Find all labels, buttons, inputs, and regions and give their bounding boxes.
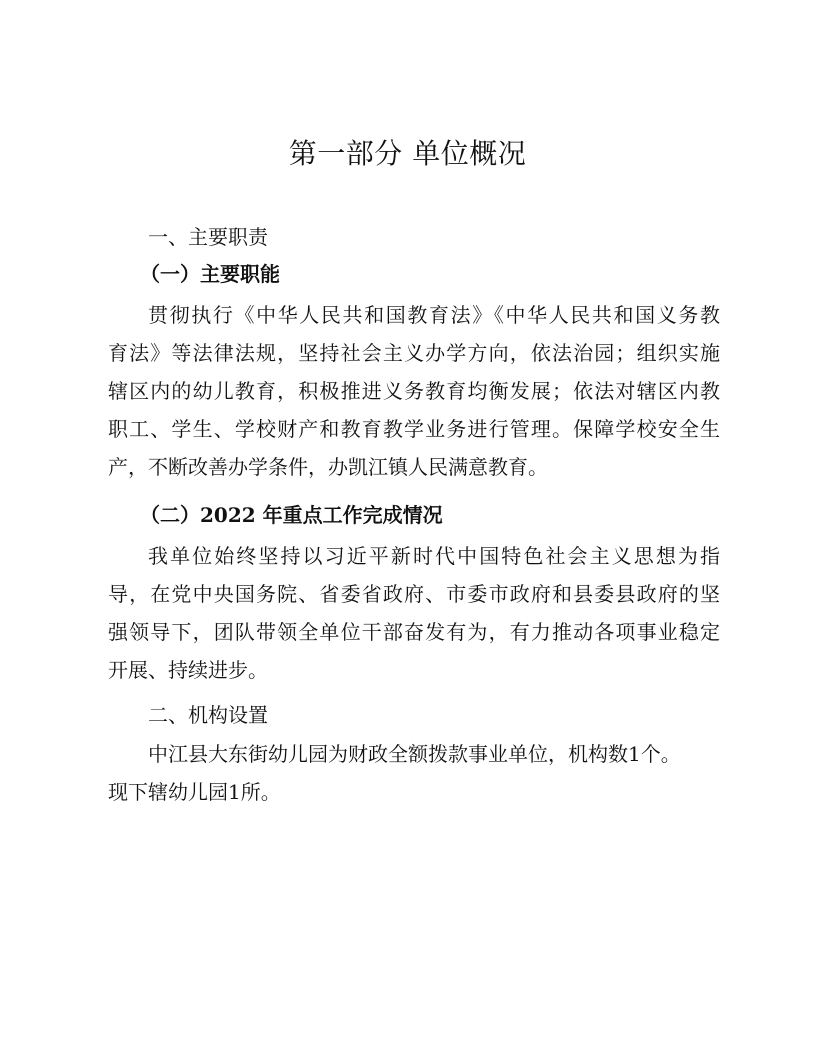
subsection-heading-2022-work: （二）2022 年重点工作完成情况 xyxy=(140,503,443,527)
paragraph-line: 现下辖幼儿园1所。 xyxy=(108,780,281,804)
paragraph-line: 贯彻执行《中华人民共和国教育法》《中华人民共和国义务教 xyxy=(148,303,720,327)
paragraph-line: 职工、学生、学校财产和教育教学业务进行管理。保障学校安全生 xyxy=(108,417,720,441)
paragraph-line: 强领导下，团队带领全单位干部奋发有为，有力推动各项事业稳定 xyxy=(108,620,720,644)
paragraph-line: 导，在党中央国务院、省委省政府、市委市政府和县委县政府的坚 xyxy=(108,582,720,606)
paragraph-2022-work xyxy=(108,537,720,689)
paragraph-line: 育法》等法律法规，坚持社会主义办学方向，依法治园；组织实施 xyxy=(108,341,720,365)
paragraph-line: 开展、持续进步。 xyxy=(108,658,268,682)
page-title: 第一部分 单位概况 xyxy=(288,137,527,170)
paragraph-line: 中江县大东街幼儿园为财政全额拨款事业单位，机构数1个。 xyxy=(148,742,681,766)
section-heading-org-setup: 二、机构设置 xyxy=(148,703,268,727)
section-heading-main-duties: 一、主要职责 xyxy=(148,225,268,249)
paragraph-line: 辖区内的幼儿教育，积极推进义务教育均衡发展；依法对辖区内教 xyxy=(108,379,720,403)
paragraph-line: 我单位始终坚持以习近平新时代中国特色社会主义思想为指 xyxy=(148,544,720,568)
paragraph-org-setup xyxy=(108,735,720,811)
subsection-heading-main-functions: （一）主要职能 xyxy=(140,262,280,286)
paragraph-line: 产，不断改善办学条件，办凯江镇人民满意教育。 xyxy=(108,455,548,479)
paragraph-main-functions xyxy=(108,296,720,486)
